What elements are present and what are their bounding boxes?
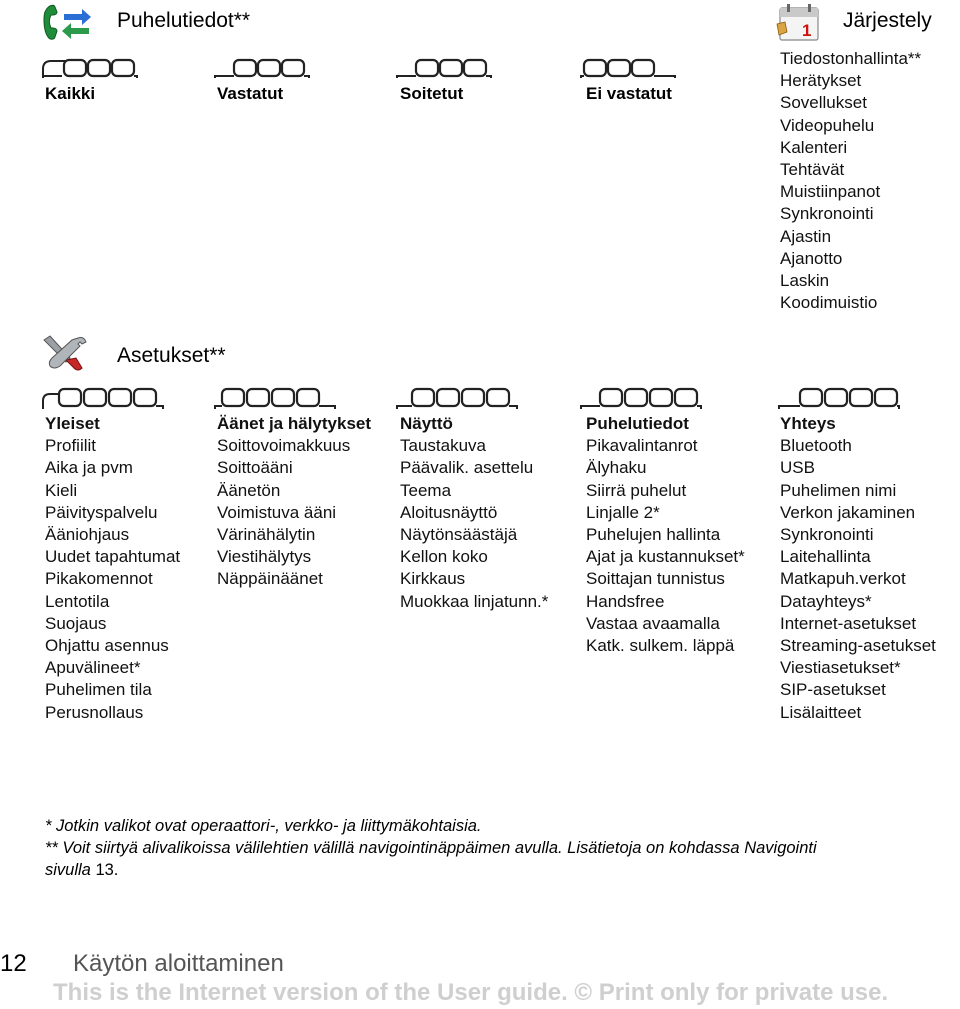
calls-tab-strip-2 [214, 55, 310, 79]
list-item[interactable]: Apuvälineet* [45, 658, 141, 678]
list-item[interactable]: Bluetooth [780, 436, 852, 456]
list-item[interactable]: Värinähälytin [217, 525, 316, 545]
calls-tab-strip-1 [42, 55, 138, 79]
list-item[interactable]: Näytönsäästäjä [400, 525, 518, 545]
settings-column-connectivity [780, 413, 936, 724]
settings-tab-strip-2 [214, 383, 338, 411]
list-item[interactable]: Lisälaitteet [780, 702, 862, 722]
list-item[interactable]: Herätykset [780, 71, 862, 91]
svg-text:1: 1 [802, 21, 812, 40]
list-item[interactable]: Siirrä puhelut [586, 480, 687, 500]
list-item[interactable]: Handsfree [586, 591, 665, 611]
footnote-navigation: ** Voit siirtyä alivalikoissa välilehtien välillä navigointinäppäimen avulla. Lisätietoja on kohdassa Navigointi [45, 839, 817, 857]
list-item[interactable]: Taustakuva [400, 436, 486, 456]
list-item[interactable]: Viestiasetukset* [780, 658, 901, 678]
tab-sounds-alerts[interactable]: Äänet ja hälytykset [217, 414, 372, 433]
list-item[interactable]: Koodimuistio [780, 293, 878, 313]
page-number: 12 [0, 950, 27, 977]
list-item[interactable]: Ohjattu asennus [45, 636, 169, 656]
settings-column-calls [586, 413, 745, 657]
tab-calls[interactable]: Puhelutiedot [586, 414, 689, 433]
list-item[interactable]: Muistiinpanot [780, 182, 881, 202]
tab-dialed[interactable]: Soitetut [400, 84, 464, 103]
list-item[interactable]: Äänetön [217, 480, 281, 500]
list-item[interactable]: Soittovoimakkuus [217, 436, 351, 456]
list-item[interactable]: Voimistuva ääni [217, 502, 337, 522]
calls-icon [40, 4, 92, 44]
settings-tab-strip-4 [580, 383, 704, 411]
list-item[interactable]: Soittoääni [217, 458, 293, 478]
calls-tab-strip-4 [580, 55, 676, 79]
organizer-title: Järjestely [843, 9, 932, 32]
list-item[interactable]: Kalenteri [780, 137, 848, 157]
tab-missed[interactable]: Ei vastatut [586, 84, 672, 103]
list-item[interactable]: USB [780, 458, 815, 478]
list-item[interactable]: Profiilit [45, 436, 97, 456]
list-item[interactable]: Aika ja pvm [45, 458, 133, 478]
settings-tab-strip-5 [778, 383, 902, 411]
list-item[interactable]: Perusnollaus [45, 702, 144, 722]
list-item[interactable]: Ajanotto [780, 248, 843, 268]
calls-tab-strip-3 [396, 55, 492, 79]
settings-column-general [45, 413, 180, 724]
list-item[interactable]: Ajastin [780, 226, 832, 246]
footnote-page-link[interactable]: 13. [95, 861, 119, 879]
list-item[interactable]: Viestihälytys [217, 547, 312, 567]
list-item[interactable]: Teema [400, 480, 452, 500]
list-item[interactable]: Vastaa avaamalla [586, 613, 720, 633]
list-item[interactable]: Videopuhelu [780, 115, 875, 135]
list-item[interactable]: Matkapuh.verkot [780, 569, 906, 589]
organizer-list [780, 48, 921, 314]
watermark: This is the Internet version of the User guide. © Print only for private use. [53, 979, 889, 1006]
list-item[interactable]: Kellon koko [400, 547, 488, 567]
list-item[interactable]: Puhelimen tila [45, 680, 152, 700]
footnote-page-text: sivulla [45, 861, 91, 879]
organizer-icon [775, 2, 823, 42]
list-item[interactable]: Näppäinäänet [217, 569, 323, 589]
chapter-title: Käytön aloittaminen [73, 950, 284, 977]
list-item[interactable]: Tehtävät [780, 160, 845, 180]
list-item[interactable]: Pikakomennot [45, 569, 153, 589]
calls-swap-icon [40, 4, 92, 44]
list-item[interactable]: Datayhteys* [780, 591, 872, 611]
list-item[interactable]: Kieli [45, 480, 78, 500]
list-item[interactable]: Pikavalintanrot [586, 436, 698, 456]
calendar-icon [775, 2, 823, 42]
list-item[interactable]: Puhelimen nimi [780, 480, 897, 500]
list-item[interactable]: Synkronointi [780, 204, 874, 224]
calls-title: Puhelutiedot** [117, 9, 251, 32]
footnotes [45, 815, 945, 881]
tab-all[interactable]: Kaikki [45, 84, 96, 103]
list-item[interactable]: Suojaus [45, 613, 107, 633]
list-item[interactable]: Internet-asetukset [780, 613, 917, 633]
list-item[interactable]: Katk. sulkem. läppä [586, 636, 735, 656]
settings-tab-strip-1 [42, 383, 166, 411]
settings-tab-strip-3 [396, 383, 520, 411]
list-item[interactable]: Päivityspalvelu [45, 502, 158, 522]
tab-general[interactable]: Yleiset [45, 414, 100, 433]
list-item[interactable]: Tiedostonhallinta** [780, 49, 922, 68]
list-item[interactable]: Päävalik. asettelu [400, 458, 534, 478]
list-item[interactable]: Puhelujen hallinta [586, 525, 721, 545]
settings-icon [40, 332, 88, 374]
list-item[interactable]: Verkon jakaminen [780, 502, 916, 522]
list-item[interactable]: SIP-asetukset [780, 680, 886, 700]
list-item[interactable]: Linjalle 2* [586, 502, 660, 522]
settings-title: Asetukset** [117, 344, 226, 367]
list-item[interactable]: Soittajan tunnistus [586, 569, 725, 589]
tab-display[interactable]: Näyttö [400, 414, 453, 433]
list-item[interactable]: Sovellukset [780, 93, 867, 113]
footnote-operator: * Jotkin valikot ovat operaattori-, verkko- ja liittymäkohtaisia. [45, 817, 482, 835]
list-item[interactable]: Synkronointi [780, 525, 874, 545]
settings-column-display [400, 413, 548, 613]
tools-icon [40, 332, 88, 374]
tab-connectivity[interactable]: Yhteys [780, 414, 836, 433]
list-item[interactable]: Älyhaku [586, 458, 647, 478]
list-item[interactable]: Kirkkaus [400, 569, 466, 589]
list-item[interactable]: Aloitusnäyttö [400, 502, 498, 522]
list-item[interactable]: Muokkaa linjatunn.* [400, 591, 549, 611]
list-item[interactable]: Uudet tapahtumat [45, 547, 181, 567]
list-item[interactable]: Ajat ja kustannukset* [586, 547, 745, 567]
footnote-page-ref [45, 859, 945, 881]
list-item[interactable]: Laitehallinta [780, 547, 871, 567]
list-item[interactable]: Lentotila [45, 591, 110, 611]
list-item[interactable]: Ääniohjaus [45, 525, 130, 545]
tab-answered[interactable]: Vastatut [217, 84, 284, 103]
settings-column-sounds [217, 413, 371, 591]
list-item[interactable]: Streaming-asetukset [780, 636, 936, 656]
list-item[interactable]: Laskin [780, 271, 830, 291]
